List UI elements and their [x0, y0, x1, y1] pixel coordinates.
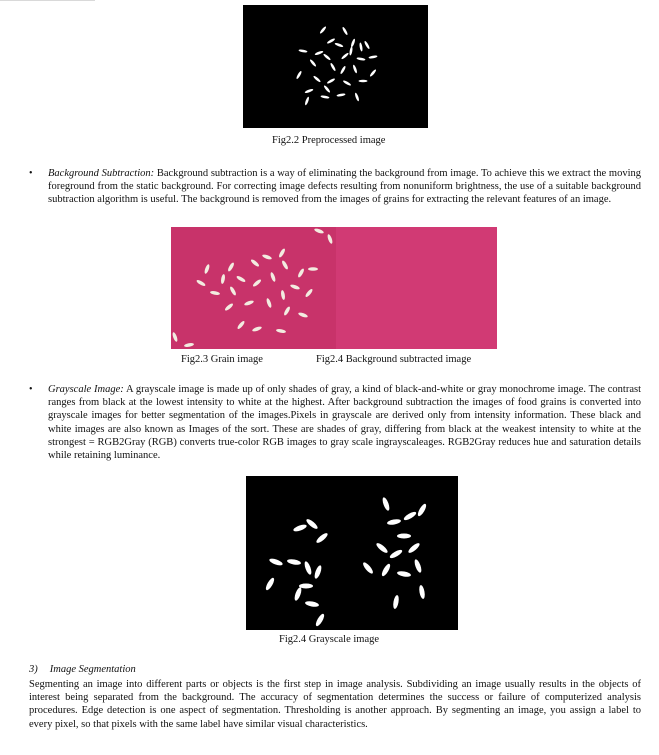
- grayscale-image: [246, 476, 458, 630]
- background-subtracted-image: [336, 227, 497, 349]
- segmentation-paragraph: Segmenting an image into different parts or objects is the first step in image analysis. Subdividing an image usually results in the objects of interest being separated from the background. The accuracy of segmentation determines the success or failure of computerized analysis procedures. Edge detection is one aspect of segmentation. Thresholding is another approach. By segmenting an image, you assign a label to every pixel, so that pixels with the same label have similar visual characteristics.: [29, 679, 641, 730]
- preprocessed-image: [243, 5, 428, 128]
- background-subtraction-term: Background Subtraction:: [48, 168, 155, 179]
- fig23-caption: Fig2.3 Grain image: [181, 354, 263, 365]
- grain-image: [171, 227, 336, 349]
- preprocessed-grains: [243, 5, 428, 128]
- grayscale-term: Grayscale Image:: [48, 384, 124, 395]
- page-top-rule: [0, 0, 95, 1]
- fig24b-caption: Fig2.4 Grayscale image: [279, 634, 380, 645]
- grayscale-paragraph: [48, 383, 641, 462]
- grayscale-grains: [246, 476, 458, 630]
- grain-photo: [171, 227, 336, 349]
- segmentation-heading: [29, 664, 136, 675]
- segmentation-title: Image Segmentation: [49, 664, 136, 675]
- background-subtraction-paragraph: [48, 167, 641, 207]
- background-subtraction-text: Background subtraction is a way of eliminating the background from image. To achieve this we extract the moving foreground from the static background. For correcting image defects resulting from nonuniform brightness, the use of a suitable background subtraction algorithm is useful. The background is removed from the images of grains for extracting the relevant features of an image.: [48, 168, 641, 206]
- fig22-caption: Fig2.2 Preprocessed image: [272, 135, 386, 146]
- bullet-dot: •: [29, 168, 33, 179]
- fig24a-caption: Fig2.4 Background subtracted image: [316, 354, 472, 365]
- grayscale-text: A grayscale image is made up of only shades of gray, a kind of black-and-white or gray monochrome image. The contrast ranges from black at the lowest intensity to white at the highest. After background subtraction the images of food grains is converted into grayscale images for better segmentation of the images.Pixels in grayscale are derived only from intensity information. These black and white images are also known as Images of the sort. These are shades of gray, differing from black at the weakest intensity to white at the strongest = RGB2Gray (RGB) converts true-color RGB images to gray scale ingrayscaleages. RGB2Gray reduces hue and saturation details while retaining luminance.: [48, 384, 642, 462]
- segmentation-number: 3): [29, 664, 38, 675]
- bullet-dot: •: [29, 384, 33, 395]
